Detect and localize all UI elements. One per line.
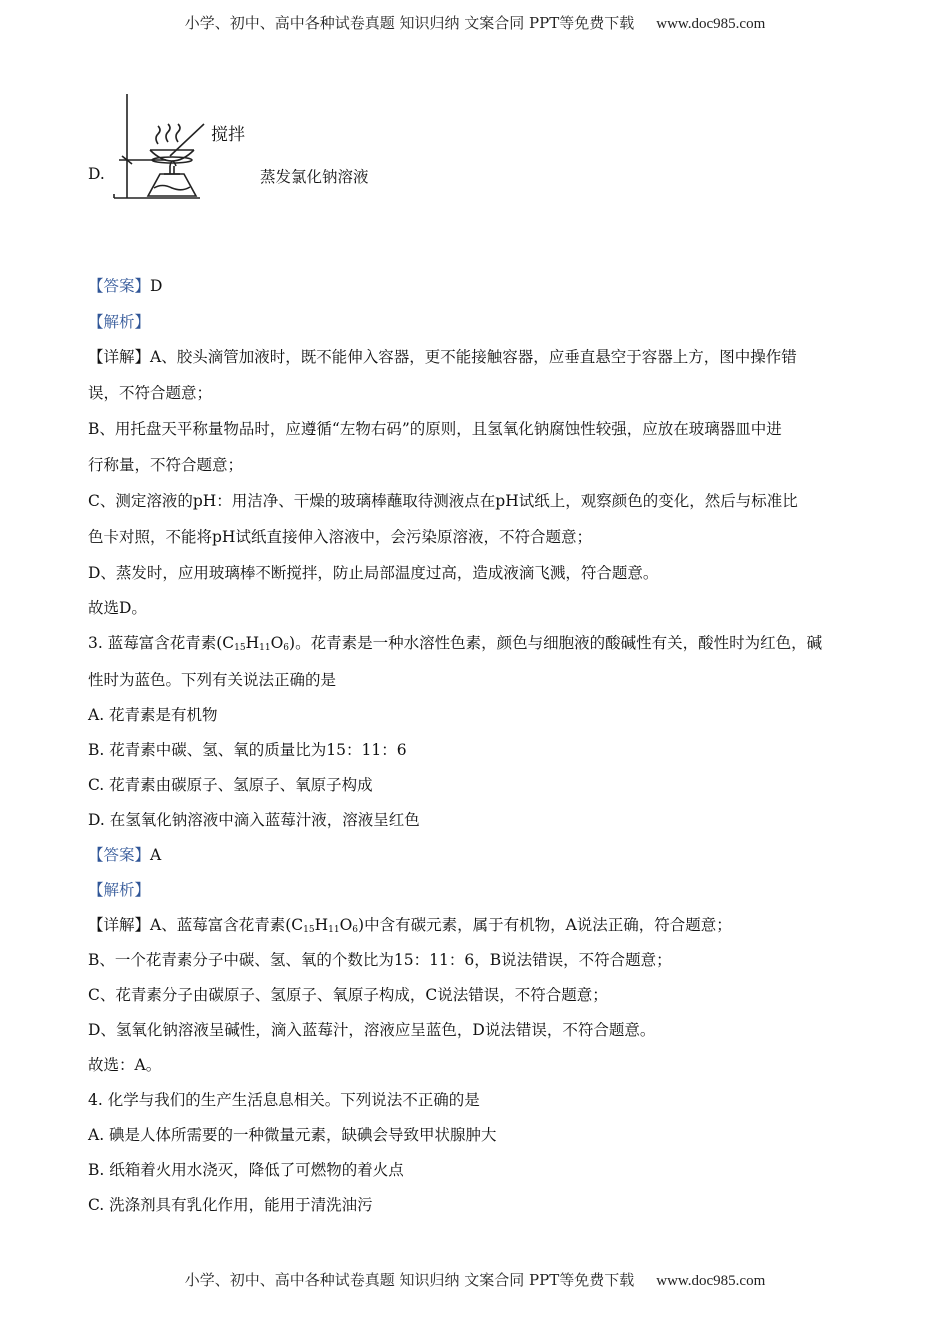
option-d-label: D. [88, 165, 105, 183]
q2-detail-line: 行称量，不符合题意； [88, 456, 244, 474]
analysis-tag: 【解析】 [88, 881, 151, 899]
q3-conclusion: 故选：A。 [88, 1056, 162, 1074]
q3-stem [88, 631, 822, 653]
q2-detail-line: B、用托盘天平称量物品时，应遵循“左物右码”的原则，且氢氧化钠腐蚀性较强，应放在玻璃器皿中进 [88, 420, 782, 438]
q3-stem-line2: 性时为蓝色。下列有关说法正确的是 [88, 671, 337, 689]
q3-stem-text: 3. 蓝莓富含花青素(C [88, 634, 235, 652]
formula-sub: 15 [234, 643, 246, 653]
q3-option-a: A. 花青素是有机物 [88, 706, 218, 724]
stir-label: 搅拌 [211, 125, 245, 145]
detail-text: )中含有碳元素，属于有机物，A说法正确，符合题意； [358, 916, 732, 934]
formula-sub: 6 [352, 925, 359, 935]
q3-option-d: D. 在氢氧化钠溶液中滴入蓝莓汁液，溶液呈红色 [88, 811, 420, 829]
q2-conclusion: 故选D。 [88, 599, 147, 617]
detail-tag: 【详解】 [88, 348, 151, 366]
q2-detail-line: D、蒸发时，应用玻璃棒不断搅拌，防止局部温度过高，造成液滴飞溅，符合题意。 [88, 564, 659, 582]
formula-element: O [339, 916, 353, 934]
answer-value: A [150, 846, 162, 864]
footer-url[interactable]: www.doc985.com [656, 1273, 766, 1289]
q2-detail-line: 误，不符合题意； [88, 384, 213, 402]
q3-option-c: C. 花青素由碳原子、氢原子、氧原子构成 [88, 776, 373, 794]
header-text: 小学、初中、高中各种试卷真题 知识归纳 文案合同 PPT等免费下载 [184, 14, 635, 32]
q3-detail-line [88, 913, 732, 935]
formula-element: O [270, 634, 284, 652]
q3-detail-line: B、一个花青素分子中碳、氢、氧的个数比为15：11：6，B说法错误，不符合题意； [88, 951, 672, 969]
q4-stem: 4. 化学与我们的生产生活息息相关。下列说法不正确的是 [88, 1091, 480, 1109]
answer-tag: 【答案】 [88, 846, 151, 864]
figure-caption: 蒸发氯化钠溶液 [260, 168, 369, 186]
detail-tag: 【详解】 [88, 916, 151, 934]
q2-detail-line: C、测定溶液的pH：用洁净、干燥的玻璃棒蘸取待测液点在pH试纸上，观察颜色的变化，然后与标准比 [88, 492, 798, 510]
footer-text: 小学、初中、高中各种试卷真题 知识归纳 文案合同 PPT等免费下载 [184, 1271, 635, 1289]
q2-analysis-line [88, 310, 150, 332]
formula-element: H [314, 916, 329, 934]
q4-option-c: C. 洗涤剂具有乳化作用，能用于清洗油污 [88, 1196, 373, 1214]
q2-detail-line: 色卡对照，不能将pH试纸直接伸入溶液中，会污染原溶液，不符合题意； [88, 528, 592, 546]
q2-answer-line [88, 274, 162, 296]
formula-sub: 11 [259, 643, 271, 653]
q4-option-a: A. 碘是人体所需要的一种微量元素，缺碘会导致甲状腺肿大 [88, 1126, 497, 1144]
formula-element: H [245, 634, 260, 652]
q2-detail-line [88, 345, 797, 367]
q3-analysis-line [88, 878, 150, 900]
analysis-tag: 【解析】 [88, 313, 151, 331]
q3-answer-line [88, 843, 161, 865]
formula-sub: 11 [328, 925, 340, 935]
answer-tag: 【答案】 [88, 277, 151, 295]
q3-option-b: B. 花青素中碳、氢、氧的质量比为15：11：6 [88, 741, 407, 759]
header-url[interactable]: www.doc985.com [656, 16, 766, 32]
q3-detail-line: C、花青素分子由碳原子、氢原子、氧原子构成，C说法错误，不符合题意； [88, 986, 608, 1004]
formula-sub: 6 [283, 643, 290, 653]
q3-detail-line: D、氢氧化钠溶液呈碱性，滴入蓝莓汁，溶液应呈蓝色，D说法错误，不符合题意。 [88, 1021, 656, 1039]
q3-stem-text: )。花青素是一种水溶性色素，颜色与细胞液的酸碱性有关，酸性时为红色，碱 [289, 634, 823, 652]
page-header [0, 12, 950, 33]
detail-text: A、胶头滴管加液时，既不能伸入容器，更不能接触容器，应垂直悬空于容器上方，图中操作错 [150, 348, 797, 366]
q4-option-b: B. 纸箱着火用水浇灭，降低了可燃物的着火点 [88, 1161, 404, 1179]
evaporation-apparatus-diagram [104, 92, 214, 204]
page-footer [0, 1269, 950, 1290]
formula-sub: 15 [303, 925, 315, 935]
detail-text: A、蓝莓富含花青素(C [150, 916, 304, 934]
answer-value: D [150, 277, 163, 295]
